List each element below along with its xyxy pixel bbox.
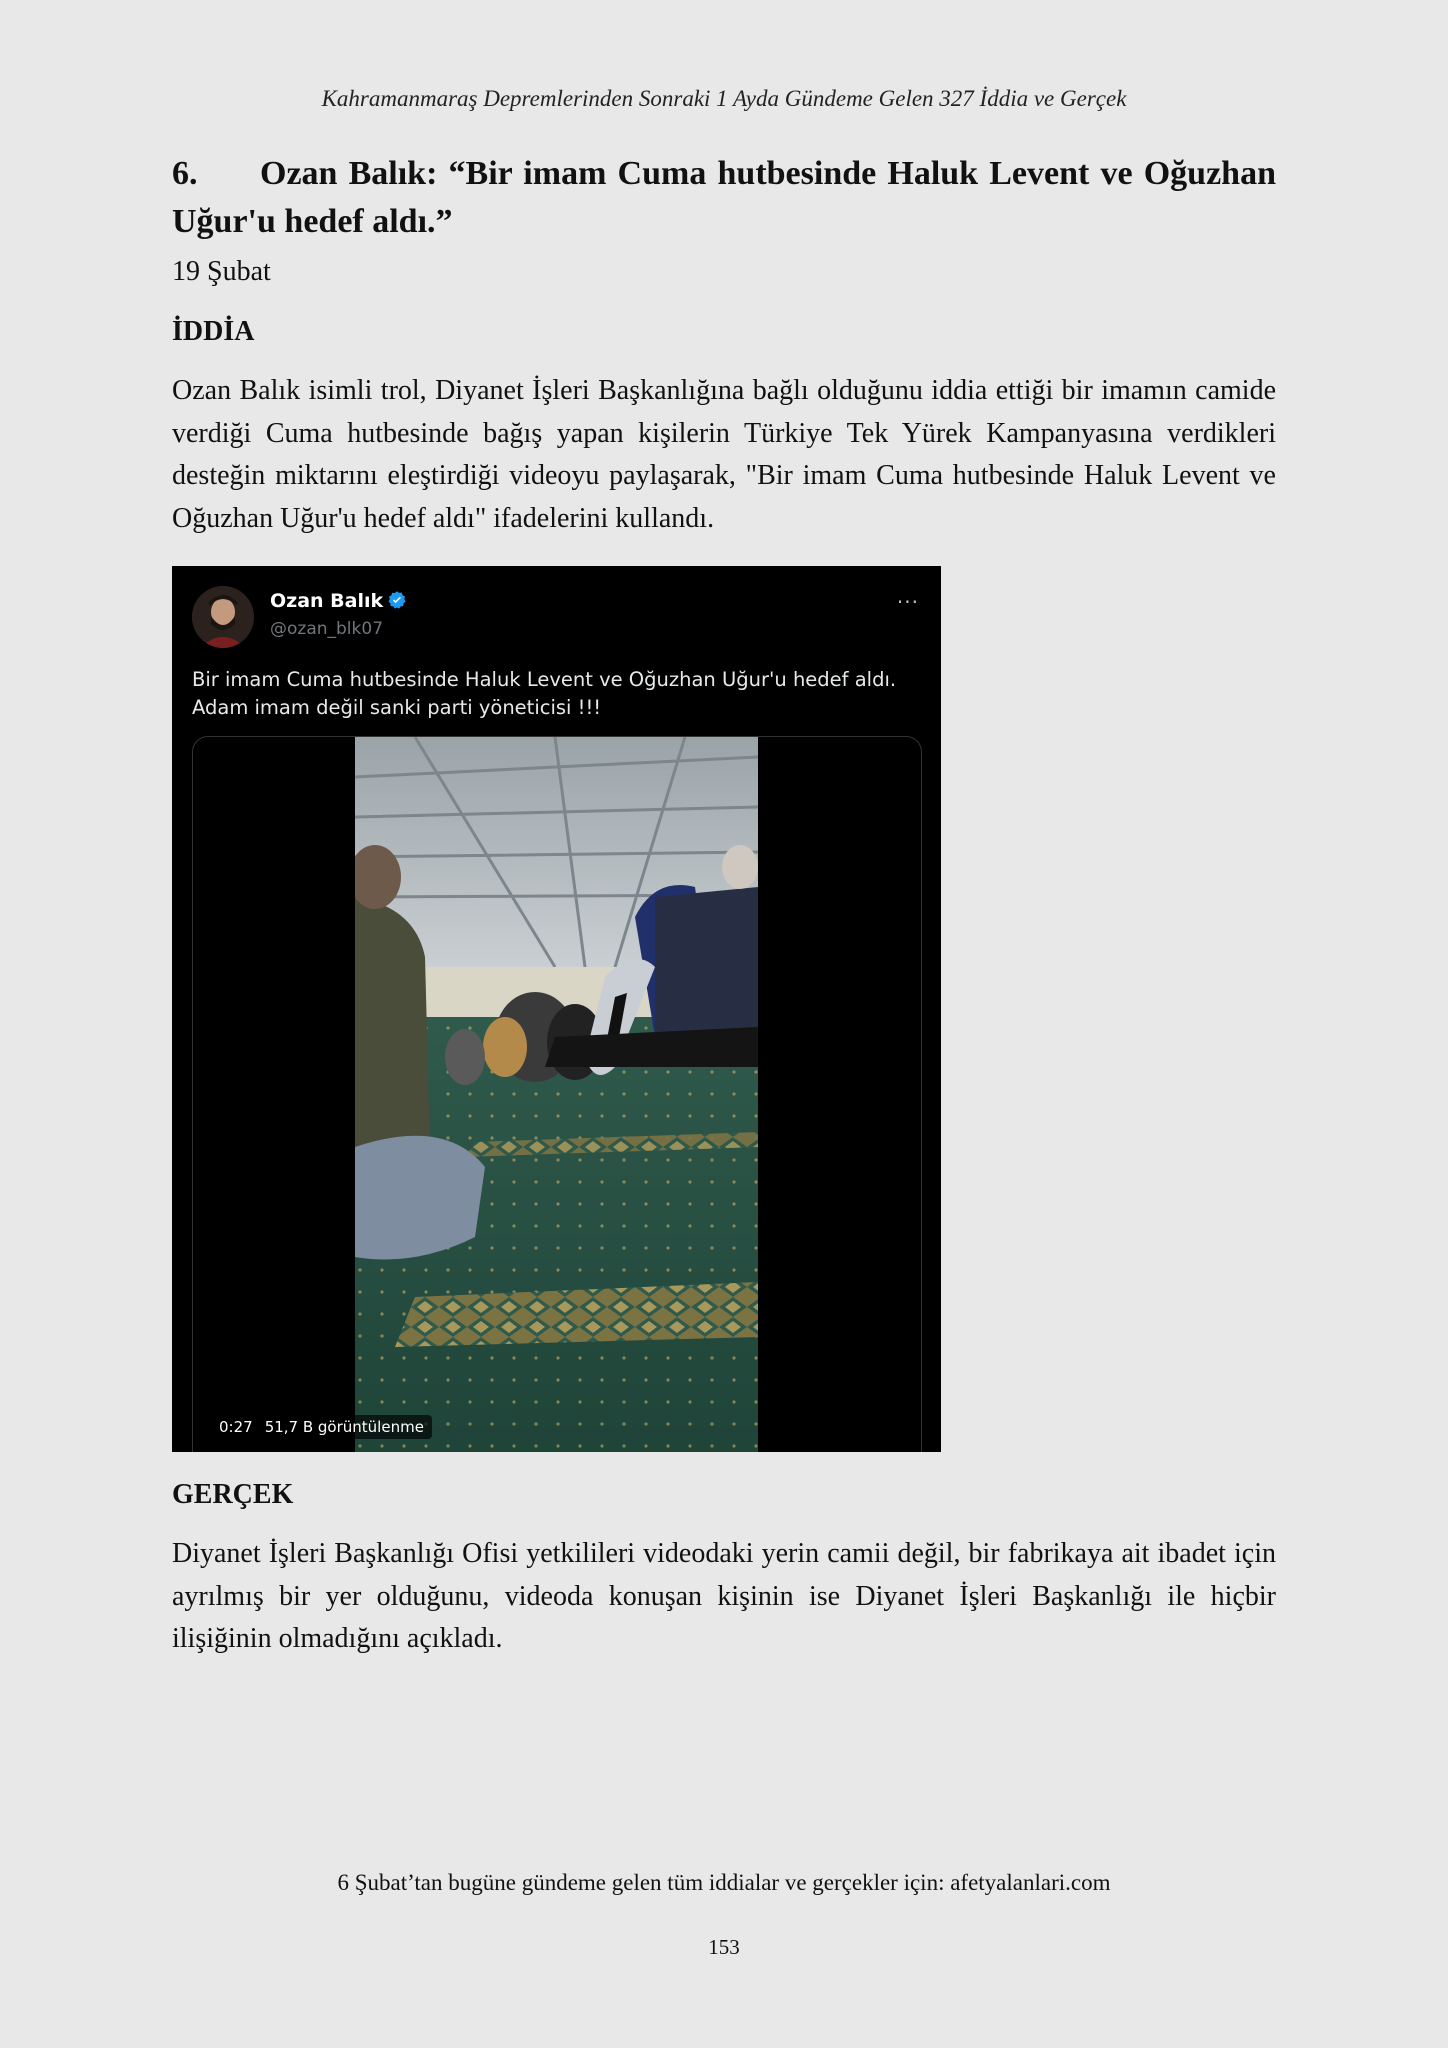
avatar-image [192, 586, 254, 648]
video-views: 51,7 B görüntülenme [264, 1418, 424, 1436]
article-body [172, 150, 1276, 540]
more-options-icon[interactable]: ··· [896, 590, 919, 614]
claim-label: İDDİA [172, 316, 255, 347]
video-stats [211, 1415, 432, 1439]
fact-text: Diyanet İşleri Başkanlığı Ofisi yetkilileri videodaki yerin camii değil, bir fabrikaya ait ibadet için ayrılmış bir yer olduğunu, videoda konuşan kişinin ise Diyanet İşleri Başkanlığı ile hiçbir ilişiğinin olmadığını açıkladı. [172, 1538, 1276, 1654]
claim-date: 19 Şubat [172, 256, 271, 287]
tweet-handle[interactable]: @ozan_blk07 [270, 619, 384, 639]
tweet-video[interactable] [192, 736, 922, 1452]
video-thumbnail [355, 737, 758, 1452]
fact-label: GERÇEK [172, 1479, 294, 1510]
footer-note: 6 Şubat’tan bugüne gündeme gelen tüm iddialar ve gerçekler için: afetyalanlari.com [337, 1870, 1111, 1895]
running-header: Kahramanmaraş Depremlerinden Sonraki 1 Ayda Gündeme Gelen 327 İddia ve Gerçek [321, 86, 1127, 111]
tweet-text-line-1: Bir imam Cuma hutbesinde Haluk Levent ve Oğuzhan Uğur'u hedef aldı. [192, 668, 897, 691]
page-number: 153 [708, 1935, 740, 1959]
tweet-embed [172, 566, 941, 1452]
avatar[interactable] [192, 586, 254, 648]
fact-section [172, 1477, 1276, 1661]
tweet-display-name[interactable] [270, 590, 407, 615]
claim-text: Ozan Balık isimli trol, Diyanet İşleri Başkanlığına bağlı olduğunu iddia ettiği bir imamın camide verdiği Cuma hutbesinde bağış yapan kişilerin Türkiye Tek Yürek Kampanyasına verdikleri desteğin miktarını eleştirdiği videoyu paylaşarak, "Bir imam Cuma hutbesinde Haluk Levent ve Oğuzhan Uğur'u hedef aldı" ifadelerini kullandı. [172, 375, 1276, 534]
display-name-text: Ozan Balık [270, 590, 384, 612]
section-number: 6. [172, 155, 198, 192]
section-title-text: Ozan Balık: “Bir imam Cuma hutbesinde Haluk Levent ve Oğuzhan Uğur'u hedef aldı.” [172, 155, 1276, 240]
section-title [172, 150, 1276, 246]
tweet-text-line-2: Adam imam değil sanki parti yöneticisi !!! [192, 696, 602, 719]
tweet-text [192, 666, 922, 722]
video-duration: 0:27 [219, 1418, 253, 1436]
verified-badge-icon [387, 590, 407, 615]
